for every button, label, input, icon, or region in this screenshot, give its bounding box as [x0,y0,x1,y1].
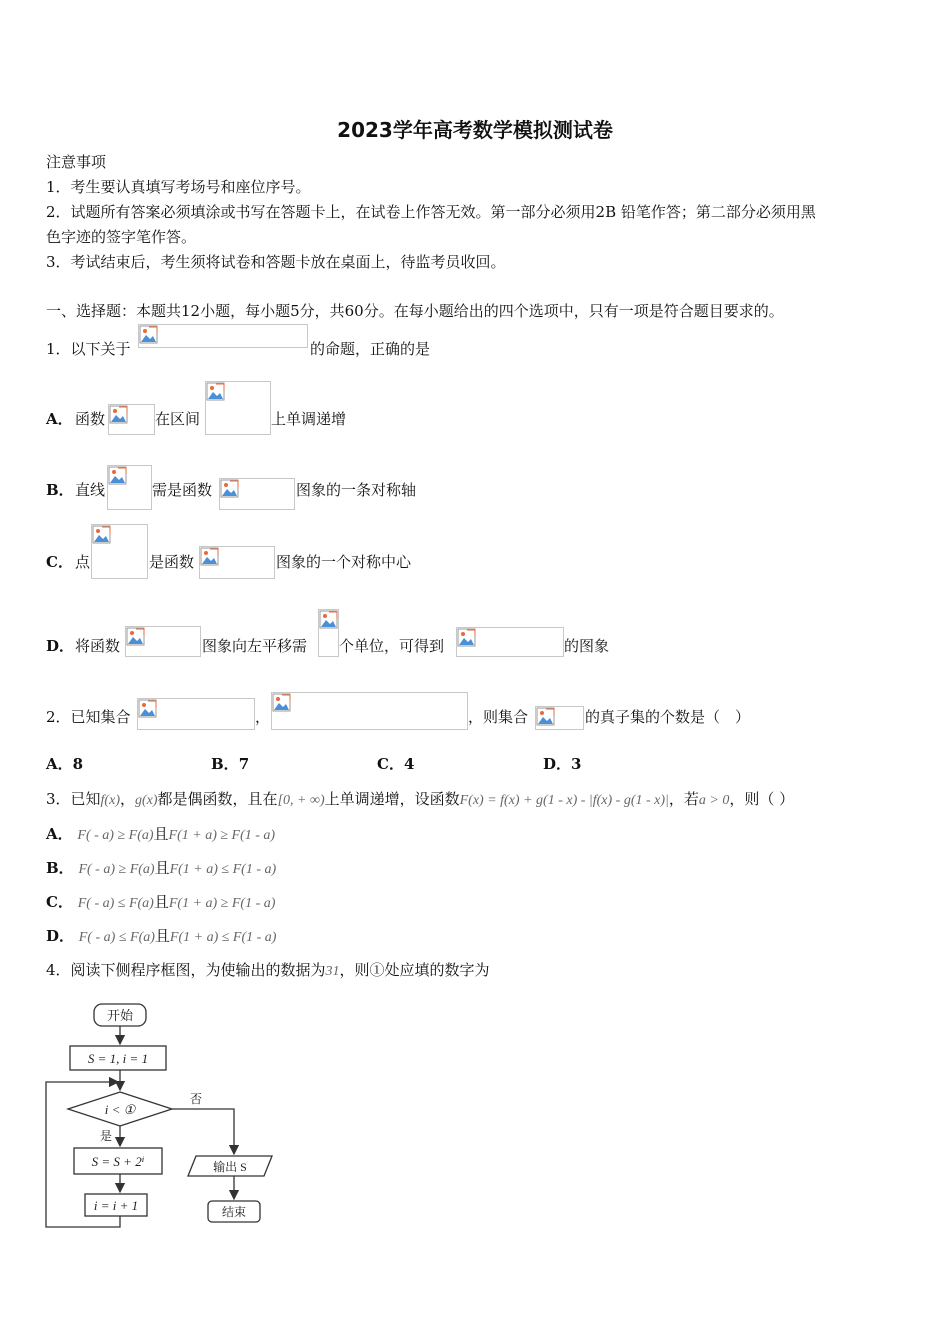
broken-image-icon [205,381,271,435]
flow-update-s-label: S = S + 2ⁱ [91,1154,145,1169]
option-text: 直线 [75,481,106,499]
broken-image-icon [107,465,152,510]
q3-option: B． F( - a) ≥ F(a)且F(1 + a) ≤ F(1 - a) [46,859,277,877]
notice-item: 3．考试结束后，考生须将试卷和答题卡放在桌面上，待监考员收回。 [46,253,506,271]
option-text: 图象向左平移需 [202,637,308,655]
option-label: D． [46,637,75,655]
section-heading: 一、选择题：本题共12小题，每小题5分，共60分。在每小题给出的四个选项中，只有一项是符合题目要求的。 [46,302,784,320]
q1-stem: 1．以下关于 [46,340,131,358]
broken-image-icon [535,706,584,730]
flow-start-label: 开始 [106,1008,134,1023]
q3-option: D． F( - a) ≤ F(a)且F(1 + a) ≤ F(1 - a) [46,927,277,945]
page-title: 2023学年高考数学模拟测试卷 [337,118,613,142]
broken-image-icon [137,698,255,730]
option-text: 图象的一条对称轴 [296,481,417,499]
broken-image-icon [125,626,201,657]
q2-option: A．8 [46,755,84,773]
q3-option: A． F( - a) ≥ F(a)且F(1 + a) ≥ F(1 - a) [46,825,276,843]
q1-stem-end: 的命题，正确的是 [310,340,431,358]
flow-yes-label: 是 [100,1129,113,1143]
option-text: 函数 [75,410,106,428]
q2-sep: ， [255,708,271,726]
notice-item: 2．试题所有答案必须填涂或书写在答题卡上，在试卷上作答无效。第一部分必须用2B 铅笔作答；第二部分必须用黑 [46,203,816,221]
q3-option: C． F( - a) ≤ F(a)且F(1 + a) ≥ F(1 - a) [46,893,276,911]
option-text: 将函数 [75,637,121,655]
option-text: 图象的一个对称中心 [276,553,412,571]
option-text: 上单调递增 [271,410,347,428]
flowchart [40,996,280,1232]
option-text: 是函数 [149,553,195,571]
broken-image-icon [219,478,295,510]
option-label: C． [46,553,73,571]
q2-option: C．4 [377,755,415,773]
broken-image-icon [138,324,308,348]
q3-stem: 3．已知f(x)，g(x)都是偶函数，且在[0, + ∞)上单调递增，设函数F(x) = f(x) + g(1 - x) - |f(x) - g(1 - x)|，若a > 0，则（ ） [46,790,795,808]
broken-image-icon [271,692,468,730]
flow-output-label: 输出 S [213,1160,247,1174]
q2-stem-end: 的真子集的个数是（ ） [585,708,751,726]
option-text: 的图象 [564,637,610,655]
broken-image-icon [456,627,564,657]
flow-update-i-label: i = i + 1 [93,1198,139,1213]
notice-item: 色字迹的签字笔作答。 [46,228,197,246]
q2-option: D．3 [543,755,582,773]
q2-stem: 2．已知集合 [46,708,131,726]
q4-stem: 4．阅读下侧程序框图，为使输出的数据为31，则①处应填的数字为 [46,961,490,979]
option-text: 需是函数 [152,481,213,499]
option-text: 个单位，可得到 [339,637,445,655]
notice-item: 1．考生要认真填写考场号和座位序号。 [46,178,311,196]
broken-image-icon [318,609,339,657]
broken-image-icon [91,524,148,579]
broken-image-icon [108,404,155,435]
option-text: 在区间 [155,410,201,428]
flow-no-label: 否 [190,1092,203,1106]
option-label: B． [46,481,74,499]
option-text: 点 [75,553,91,571]
notice-heading: 注意事项 [46,153,107,171]
broken-image-icon [199,546,275,579]
flow-end-label: 结束 [221,1205,247,1219]
q2-stem-mid: ，则集合 [468,708,529,726]
q2-option: B．7 [211,755,250,773]
option-label: A． [46,410,73,428]
flow-init-label: S = 1, i = 1 [87,1051,149,1066]
flow-cond-label: i < ① [104,1102,136,1117]
